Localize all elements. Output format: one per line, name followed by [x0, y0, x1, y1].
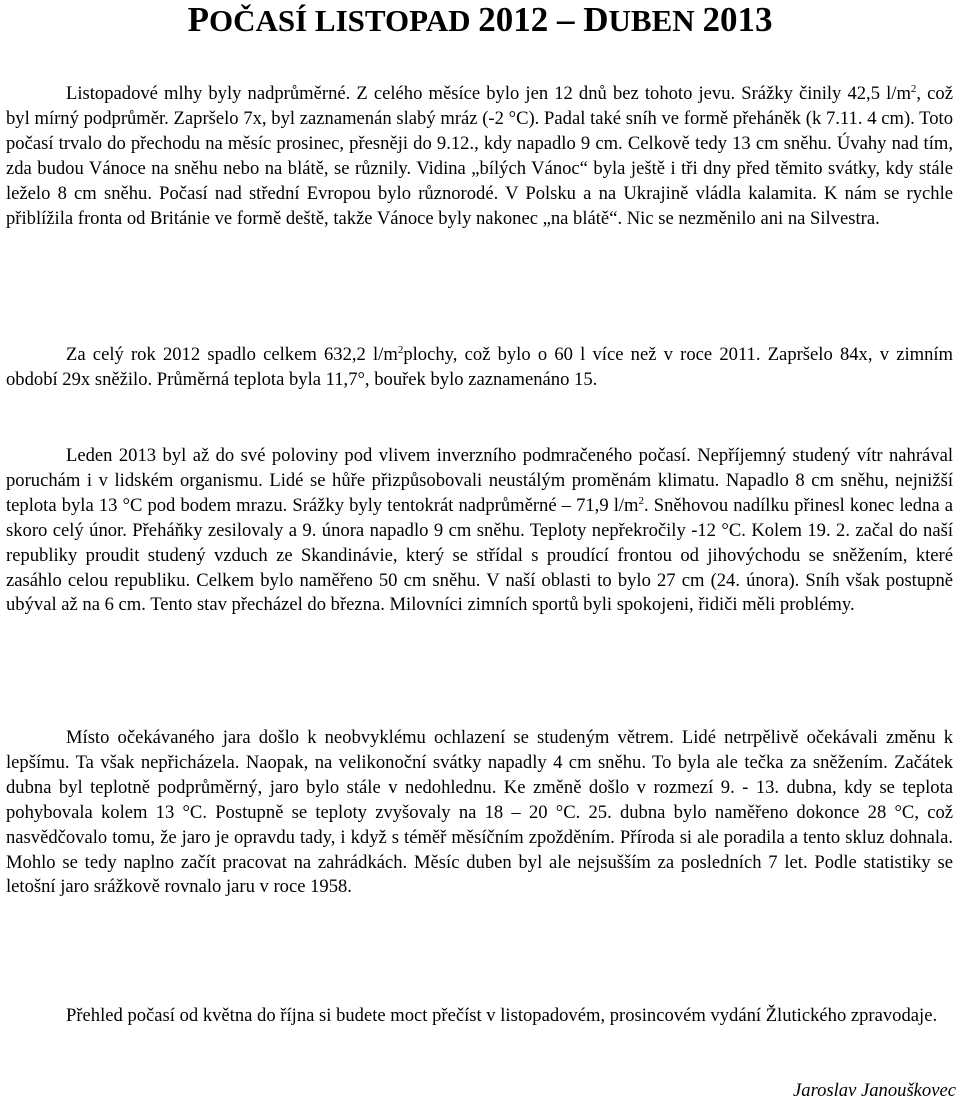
page-title — [0, 0, 960, 41]
paragraph-january — [6, 444, 953, 618]
superscript: 2 — [910, 82, 917, 95]
title-part: OČASÍ LISTOPAD — [208, 3, 479, 38]
paragraph-text: . Sněhovou nadílku přinesl konec ledna a skoro celý únor. Přeháňky zesilovaly a 9. února napadlo 9 cm sněhu. Teploty nepřekročily -12 °C. Kolem 19. 2. začal do naší republiky proudit studený vzduch ze Skandinávie, který se střídal s proudící frontou od jihovýchodu se sněžením, které zasáhlo celou republiku. Celkem bylo naměřeno 50 cm sněhu. V naší oblasti to bylo 27 cm (24. února). Sníh však postupně ubýval až na 6 cm. Tento stav přecházel do března. Milovníci zimních sportů byli spokojeni, řidiči měli problémy. — [6, 494, 953, 616]
paragraph-text: Za celý rok 2012 spadlo celkem 632,2 l/m — [66, 344, 398, 365]
superscript: 2 — [638, 494, 645, 507]
superscript: 2 — [397, 343, 404, 356]
paragraph-year-2012 — [6, 343, 953, 393]
paragraph-text: , což byl mírný podprůměr. Zapršelo 7x, byl zaznamenán slabý mráz (-2 °C). Padal také sníh ve formě přeháněk (k 7.11. 4 cm). Toto počasí trvalo do přechodu na měsíc prosinec, přesněji do 9.12., kdy napadlo 9 cm. Celkově tedy 13 cm sněhu. Úvahy nad tím, zda budou Vánoce na sněhu nebo na blátě, se různily. Vidina „bílých Vánoc“ byla ještě i tři dny před těmito svátky, kdy stále leželo 8 cm sněhu. Počasí nad střední Evropou bylo různorodé. V Polsku a na Ukrajině vládla kalamita. K nám se rychle přiblížila fronta od Británie ve formě deště, takže Vánoce byly nakonec „na blátě“. Nic se nezměnilo ani na Silvestra. — [6, 83, 953, 229]
paragraph-text: plochy, což bylo o 60 l více než v roce 2011. Zapršelo 84x, v zimním období 29x sněžilo. Průměrná teplota byla 11,7°, bouřek bylo zaznamenáno 15. — [6, 344, 953, 390]
paragraph-text: Listopadové mlhy byly nadprůměrné. Z celého měsíce bylo jen 12 dnů bez tohoto jevu. Srážky činily 42,5 l/m — [66, 83, 911, 104]
paragraph-text: Leden 2013 byl až do své poloviny pod vlivem inverzního podmračeného počasí. Nepříjemný studený vítr nahrával poruchám i v lidském organismu. Lidé se hůře přizpůsobovali neustálým proměnám klimatu. Napadlo 8 cm sněhu, nejnižší teplota byla 13 °C pod bodem mrazu. Srážky byly tentokrát nadprůměrné – 71,9 l/m — [6, 445, 953, 516]
title-part: UBEN — [608, 3, 703, 38]
title-part: 2012 – D — [478, 0, 609, 39]
title-part: P — [187, 0, 209, 39]
title-part: 2013 — [702, 0, 773, 39]
author-signature: Jaroslav Janouškovec — [793, 1080, 956, 1101]
paragraph-spring: Místo očekávaného jara došlo k neobvyklému ochlazení se studeným větrem. Lidé netrpělivě očekávali změnu k lepšímu. Ta však nepřicházela. Naopak, na velikonoční svátky napadly 4 cm sněhu. To byla ale tečka za sněžením. Začátek dubna byl teplotně podprůměrný, jaro bylo stále v nedohlednu. Ke změně došlo v rozmezí 9. - 13. dubna, kdy se teplota pohybovala kolem 13 °C. Postupně se teploty zvyšovaly na 18 – 20 °C. 25. dubna bylo naměřeno dokonce 28 °C, což nasvědčovalo tomu, že jaro je opravdu tady, i když s téměř měsíčním zpožděním. Příroda si ale poradila a tento skluz dohnala. Mohlo se tedy naplno začít pracovat na zahrádkách. Měsíc duben byl ale nejsušším za posledních 7 let. Podle statistiky se letošní jaro srážkově rovnalo jaru v roce 1958. — [6, 727, 953, 898]
paragraph-overview: Přehled počasí od května do října si budete moct přečíst v listopadovém, prosincovém vydání Žlutického zpravodaje. — [66, 1005, 938, 1026]
paragraph-november — [6, 82, 953, 231]
